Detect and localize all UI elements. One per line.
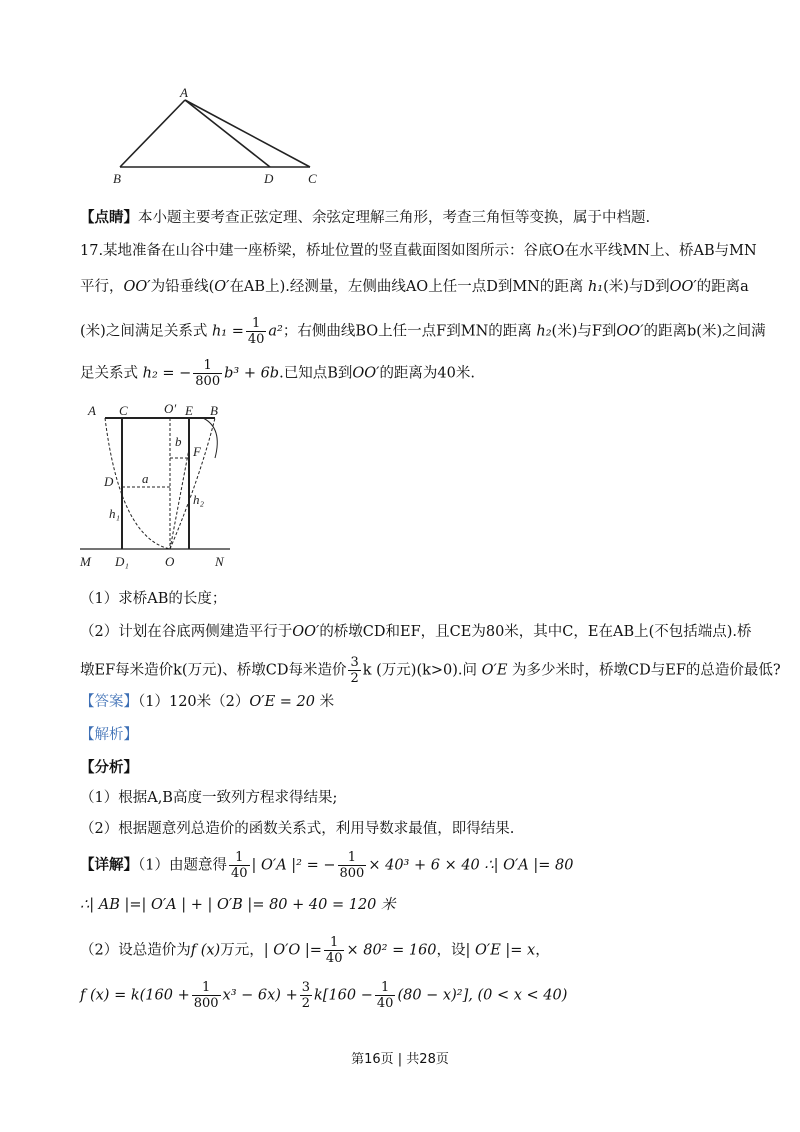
fig2-C: C <box>119 403 128 418</box>
text: 平行， <box>80 279 124 295</box>
fraction: $\frac{3}{2}$ <box>301 980 311 1011</box>
fig2-D1: D₁ <box>115 554 129 569</box>
text: (米)之间满足关系式 <box>80 323 208 340</box>
detail-tag: 【详解】 <box>80 856 138 874</box>
part2-line <box>80 935 550 966</box>
detail-line <box>80 850 573 881</box>
math: O′E <box>481 662 508 679</box>
math: | O′O |= <box>263 942 322 959</box>
question-2-cont <box>80 655 781 686</box>
label-D: D <box>264 171 274 186</box>
fig2-F: F <box>193 444 201 459</box>
math: × 80² = 160 <box>346 942 437 959</box>
dianjing-line <box>80 207 650 229</box>
jiexi-tag: 【解析】 <box>80 727 138 743</box>
text: 墩EF每米造价k(万元)、桥墩CD每米造价 <box>80 662 347 679</box>
math: OO′ <box>352 365 380 382</box>
fraction: $\frac{1}{800}$ <box>339 850 365 881</box>
math: b³ + 6b <box>224 365 280 382</box>
bridge-figure <box>75 398 245 573</box>
text: 万元， <box>220 942 264 959</box>
text: 的距离b(米)之间满 <box>643 323 766 340</box>
problem-line-4 <box>80 358 475 389</box>
dianjing-text: 本小题主要考查正弦定理、余弦定理解三角形，考查三角恒等变换，属于中档题. <box>138 210 651 226</box>
text: 的距离a <box>696 279 749 295</box>
fraction: $\frac{3}{2}$ <box>350 655 359 686</box>
text: 米 <box>319 694 335 710</box>
fig2-B: B <box>210 403 218 418</box>
text: ， <box>535 942 550 959</box>
math: | O′E |= x <box>465 942 536 959</box>
fraction: $\frac{1}{40}$ <box>376 980 394 1011</box>
fig2-h1: h₁ <box>109 506 121 521</box>
fraction: $\frac{1}{800}$ <box>195 358 221 389</box>
text: 在AB上).经测量，左侧曲线AO上任一点D到MN的距离 <box>229 279 584 295</box>
question-2 <box>80 621 752 643</box>
math: x³ − 6x) + <box>222 987 298 1004</box>
problem-line-3 <box>80 316 766 347</box>
fig2-b: b <box>175 434 182 449</box>
page-footer: 第16页 | 共28页 <box>351 1052 449 1067</box>
question-1: （1）求桥AB的长度； <box>80 591 227 607</box>
problem-line-1: 17.某地准备在山谷中建一座桥梁，桥址位置的竖直截面图如图所示：谷底O在水平线MN上、桥AB与MN <box>80 243 757 259</box>
fraction: $\frac{1}{40}$ <box>230 850 248 881</box>
fig2-A: A <box>88 403 96 418</box>
math: OO′ <box>292 624 320 640</box>
dianjing-tag: 【点睛】 <box>80 209 138 226</box>
text: .已知点B到 <box>279 365 353 382</box>
math: O′E = 20 <box>249 694 315 710</box>
text: ，设 <box>436 942 466 959</box>
problem-line-2 <box>80 276 749 298</box>
math: (80 − x)²], (0 < x < 40) <box>397 987 568 1004</box>
text: (米)与D到 <box>603 279 670 295</box>
text: 的桥墩CD和EF，且CE为80米，其中C，E在AB上(不包括端点).桥 <box>319 624 752 640</box>
math: × 40³ + 6 × 40 ∴| O′A |= 80 <box>368 857 574 874</box>
math: OO′ <box>123 279 151 295</box>
math: h₁ <box>587 279 604 295</box>
fig2-D: D <box>104 474 114 489</box>
text: （2）计划在谷底两侧建造平行于 <box>80 624 293 640</box>
math: OO′ <box>616 323 644 340</box>
math: OO′ <box>669 279 697 295</box>
fenxi-tag: 【分析】 <box>80 759 138 776</box>
text: （1）由题意得 <box>138 857 227 874</box>
text: （1）120米（2） <box>138 694 250 710</box>
text: ；右侧曲线BO上任一点F到MN的距离 <box>282 323 532 340</box>
text: 的距离为40米. <box>379 365 475 382</box>
math: h₂ <box>536 323 552 340</box>
fig2-a: a <box>142 471 149 486</box>
fig2-E: E <box>185 403 193 418</box>
math: h₂ = − <box>142 365 192 382</box>
math: | O′A |² = − <box>251 857 336 874</box>
answer-tag: 【答案】 <box>80 694 138 710</box>
text: （2）设总造价为 <box>80 942 191 959</box>
text: 足关系式 <box>80 365 138 382</box>
fx-line <box>80 980 567 1011</box>
fig2-M: M <box>80 554 91 569</box>
math: f (x) = k(160 + <box>80 987 190 1004</box>
fraction: $\frac{1}{40}$ <box>325 935 343 966</box>
text: 为多少米时，桥墩CD与EF的总造价最低? <box>512 662 781 679</box>
fraction: $\frac{1}{40}$ <box>247 316 265 347</box>
fenxi-1: （1）根据A,B高度一致列方程求得结果; <box>80 790 338 806</box>
math: O′ <box>214 279 230 295</box>
text: (米)与F到 <box>551 323 617 340</box>
label-A: A <box>180 85 188 100</box>
math: h₁ = <box>211 323 244 340</box>
fenxi-2: （2）根据题意列总造价的函数关系式，利用导数求最值，即得结果. <box>80 821 515 837</box>
fig2-N: N <box>215 554 224 569</box>
text: 为铅垂线( <box>150 279 215 295</box>
fig2-h2: h₂ <box>193 492 205 507</box>
label-B: B <box>113 171 121 186</box>
fig2-O: O <box>165 554 175 569</box>
math: a² <box>268 323 283 340</box>
triangle-figure <box>100 85 340 190</box>
math: k[160 − <box>314 987 373 1004</box>
ab-line: ∴| AB |=| O′A | + | O′B |= 80 + 40 = 120 米 <box>80 897 396 913</box>
label-C: C <box>308 171 317 186</box>
fraction: $\frac{1}{800}$ <box>193 980 219 1011</box>
fig2-O1: O′ <box>164 401 177 416</box>
answer-line <box>80 691 334 713</box>
math: f (x) <box>190 942 221 959</box>
text: k (万元)(k>0).问 <box>362 662 478 679</box>
